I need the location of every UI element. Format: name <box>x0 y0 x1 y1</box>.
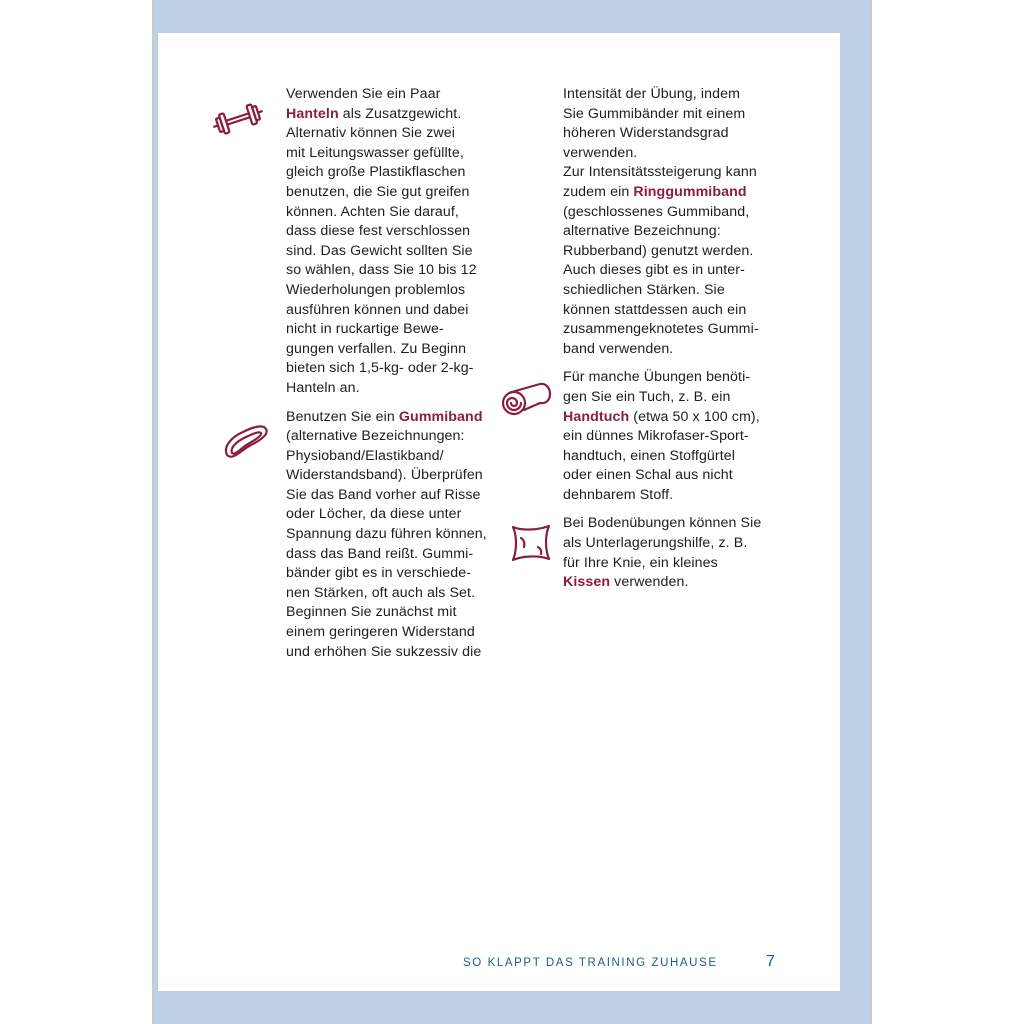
resistance-band-icon <box>221 421 271 465</box>
text-line: alternative Bezeichnung: <box>563 223 721 240</box>
text-line: Alternativ können Sie zwei <box>286 125 455 142</box>
text-line: Bei Bodenübungen können Sie <box>563 515 762 532</box>
text-line: als Unterlagerungshilfe, z. B. <box>563 535 748 552</box>
text-line <box>286 408 516 428</box>
text-line: Rubberband) genutzt werden. <box>563 242 754 259</box>
text-line: Zur Intensitätssteigerung kann <box>563 164 757 181</box>
keyword-kissen: Kissen <box>563 574 611 591</box>
text-line: Auch dieses gibt es in unter- <box>563 262 745 279</box>
text-line <box>563 183 795 203</box>
text-line: Widerstandsband). Überprüfen <box>286 467 483 484</box>
dumbbell-icon <box>212 101 264 137</box>
text-line: höheren Widerstandsgrad <box>563 125 729 142</box>
text-line: Für manche Übungen benöti- <box>563 369 751 386</box>
text-line: oder einen Schal aus nicht <box>563 467 733 484</box>
text-line: nen Stärken, oft auch als Set. <box>286 584 476 601</box>
page <box>158 33 840 991</box>
text-line: dass das Band reißt. Gummi- <box>286 545 474 562</box>
text-line: so wählen, dass Sie 10 bis 12 <box>286 262 477 279</box>
text-line: Verwenden Sie ein Paar <box>286 86 441 102</box>
text-line: verwenden. <box>563 144 638 161</box>
text-line: benutzen, die Sie gut greifen <box>286 183 470 200</box>
text-fragment: zudem ein <box>563 183 634 200</box>
text-line: band verwenden. <box>563 340 674 357</box>
right-column <box>563 85 795 593</box>
text-line: und erhöhen Sie sukzessiv die <box>286 643 482 660</box>
ringband-paragraph <box>563 85 795 359</box>
text-fragment: (etwa 50 x 100 cm), <box>629 408 760 425</box>
page-number: 7 <box>766 953 775 970</box>
text-line: ausführen können und dabei <box>286 301 469 318</box>
pillow-paragraph <box>563 514 795 592</box>
left-column <box>286 85 516 662</box>
text-line <box>563 573 795 593</box>
text-line: bänder gibt es in verschiede- <box>286 565 472 582</box>
keyword-hanteln: Hanteln <box>286 105 339 122</box>
text-line: Sie das Band vorher auf Risse <box>286 486 481 503</box>
keyword-handtuch: Handtuch <box>563 408 630 425</box>
text-fragment: Benutzen Sie ein <box>286 408 399 425</box>
text-line: sind. Das Gewicht sollten Sie <box>286 242 473 259</box>
text-line: Wiederholungen problemlos <box>286 281 466 298</box>
text-line: für Ihre Knie, ein kleines <box>563 554 718 571</box>
text-line: schiedlichen Stärken. Sie <box>563 281 725 298</box>
text-line: dass diese fest verschlossen <box>286 223 471 240</box>
text-line: Beginnen Sie zunächst mit <box>286 604 457 621</box>
text-fragment: als Zusatzgewicht. <box>338 105 462 122</box>
text-line: (geschlossenes Gummiband, <box>563 203 750 220</box>
text-line: Physioband/Elastikband/ <box>286 447 444 464</box>
text-line: können stattdessen auch ein <box>563 301 747 318</box>
text-line: zusammengeknotetes Gummi- <box>563 321 759 338</box>
text-line: oder Löcher, da diese unter <box>286 506 462 523</box>
text-line: ein dünnes Mikrofaser-Sport- <box>563 428 749 445</box>
running-footer-title: SO KLAPPT DAS TRAINING ZUHAUSE <box>463 957 718 969</box>
towel-paragraph <box>563 368 795 505</box>
text-line: mit Leitungswasser gefüllte, <box>286 144 464 161</box>
text-line <box>563 408 795 428</box>
keyword-gummiband: Gummiband <box>398 408 483 425</box>
text-line: können. Achten Sie darauf, <box>286 203 459 220</box>
text-line: einem geringeren Widerstand <box>286 624 475 641</box>
text-line: handtuch, einen Stoffgürtel <box>563 447 736 464</box>
text-line: nicht in ruckartige Bewe- <box>286 321 444 338</box>
keyword-ringgummiband: Ringgummiband <box>633 183 747 200</box>
text-line: Spannung dazu führen können, <box>286 526 487 543</box>
text-line: (alternative Bezeichnungen: <box>286 428 465 445</box>
text-line <box>286 105 516 125</box>
text-line: Sie Gummibänder mit einem <box>563 105 746 122</box>
text-fragment: verwenden. <box>610 574 689 591</box>
band-paragraph <box>286 408 516 663</box>
dumbbell-paragraph <box>286 85 516 399</box>
text-line: bieten sich 1,5-kg- oder 2-kg- <box>286 360 474 377</box>
text-line: gen Sie ein Tuch, z. B. ein <box>563 388 731 405</box>
text-line: dehnbarem Stoff. <box>563 486 674 503</box>
text-line: Intensität der Übung, indem <box>563 86 740 102</box>
text-line: gleich große Plastikflaschen <box>286 164 466 181</box>
text-line: Hanteln an. <box>286 379 360 396</box>
text-line: gungen verfallen. Zu Beginn <box>286 340 467 357</box>
